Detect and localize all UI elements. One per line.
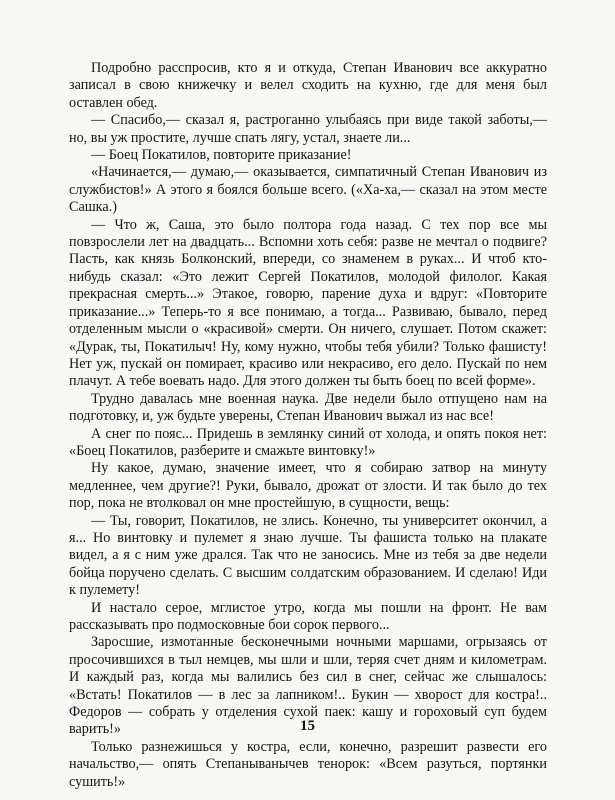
paragraph: Ну какое, думаю, значение имеет, что я собираю затвор на минуту медленнее, чем другие?! Руки, бывало, дрожат от злости. И так было до тех пор, пока не втолковал он мне простейшую, в сущности, вещь: xyxy=(69,460,547,512)
paragraph: Заросшие, измотанные бесконечными ночными маршами, огрызаясь от просочившихся в тыл немцев, мы шли и шли, теряя счет дням и километрам. И каждый раз, когда мы валились без сил в снег, сейчас же слышалось: «Встать! Покатилов — в лес за лапником!.. Букин — хворост для костра!.. Федоров — собрать у отделения сухой паек: кашу и гороховый суп будем варить!» xyxy=(69,634,547,738)
paragraph: — Боец Покатилов, повторите приказание! xyxy=(91,147,352,164)
paragraph: Подробно расспросив, кто я и откуда, Степан Иванович все аккуратно записал в свою книжечку и велел сходить на кухню, где для меня был оставлен обед. xyxy=(69,60,547,111)
paragraph: — Что ж, Саша, это было полтора года назад. С тех пор все мы повзрослели лет на двадцать... Вспомни хоть себя: разве не мечтал о подвиге? Пасть, как князь Болконский, впереди, со знаменем в руках... И чтоб кто-нибудь сказал: «Это лежит Сергей Покатилов, молодой филолог. Какая прекрасная смерть...» Этакое, говорю, парение духа и вдруг: «Повторите приказание...» Теперь-то я все понимаю, а тогда... Развиваю, бывало, перед отделенным мысли о «красивой» смерти. Он ничего, слушает. Потом скажет: «Дурак, ты, Покатилыч! Ну, кому нужно, чтобы тебя убили? Только фашисту! Нет уж, пускай он помирает, красиво или некрасиво, его дело. Пускай по нем плачут. А тебе воевать надо. Для этого должен ты быть боец по всей форме». xyxy=(69,216,547,390)
paragraph: Только разнежишься у костра, если, конечно, разрешит развести его начальство,— опять Степаныванычев тенорок: «Всем разуться, портянки сушить!» xyxy=(69,738,547,790)
paragraph: И настало серое, мглистое утро, когда мы пошли на фронт. Не вам рассказывать про подмосковные бои сорок первого... xyxy=(69,599,547,633)
paragraph: А снег по пояс... Придешь в землянку синий от холода, и опять покоя нет: «Боец Покатилов, разберите и смажьте винтовку!» xyxy=(69,425,547,459)
paragraph: «Начинается,— думаю,— оказывается, симпатичный Степан Иванович из службистов!» А этого я боялся больше всего. («Ха-ха,— сказал на этом месте Сашка.) xyxy=(69,164,547,216)
paragraph: — Ты, говорит, Покатилов, не злись. Конечно, ты университет окончил, а я... Но винтовку и пулемет я знаю лучше. Ты фашиста только на плакате видел, а я с ним уже дрался. Так что не заносись. Мне из тебя за две недели бойца поручено сделать. С высшим солдатским образованием. И сделаю! Иди к пулемету! xyxy=(69,512,547,599)
page-number: 15 xyxy=(300,718,315,734)
paragraph: — Спасибо,— сказал я, растроганно улыбаясь при виде такой заботы,— но, вы уж простите, лучше спать лягу, устал, знаете ли... xyxy=(69,112,547,146)
text-body xyxy=(69,60,547,791)
paragraph: Трудно давалась мне военная наука. Две недели было отпущено нам на подготовку, и, уж будьте уверены, Степан Иванович выжал из нас все! xyxy=(69,390,547,425)
